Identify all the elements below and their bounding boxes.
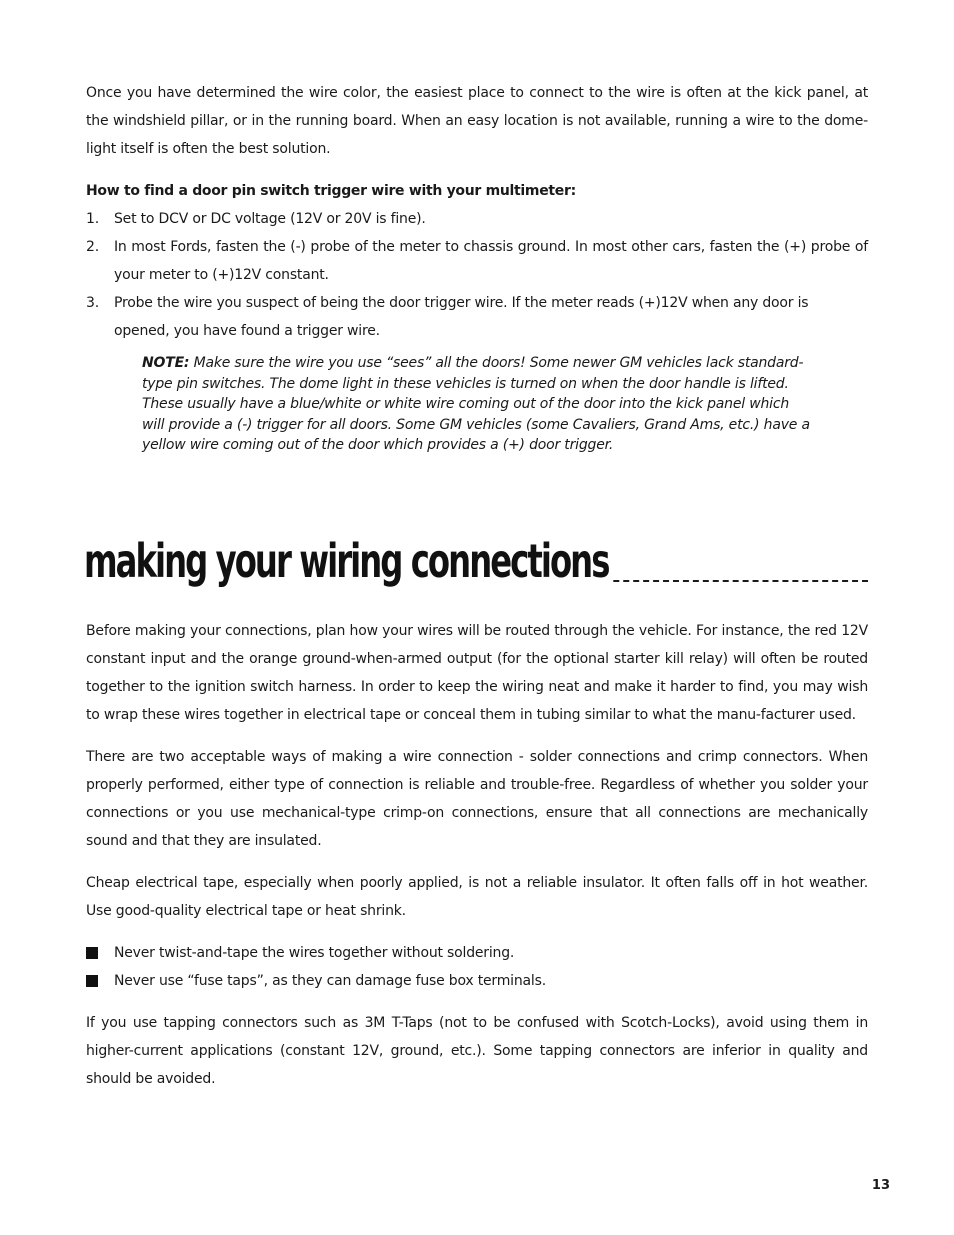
section-title-rule: [84, 522, 868, 588]
square-bullet-icon: [86, 947, 98, 959]
step-number: 1.: [86, 211, 99, 227]
note-block: [142, 353, 814, 456]
closing-paragraph: If you use tapping connectors such as 3M T-Taps (not to be confused with Scotch-Locks), avoid using them in higher-current applications (constant 12V, ground, etc.). Some tapping connectors are inferior in quality and should be avoided.: [86, 1014, 868, 1087]
howto-steps-list: [86, 205, 868, 345]
howto-heading: How to find a door pin switch trigger wire with your multimeter:: [86, 183, 576, 199]
page-number: 13: [871, 1178, 890, 1193]
step-item: [86, 205, 868, 233]
note-label: NOTE:: [142, 355, 190, 371]
step-item: [86, 233, 868, 289]
note-text: Make sure the wire you use “sees” all the doors! Some newer GM vehicles lack standard-type pin switches. The dome light in these vehicles is turned on when the door handle is lifted. These usually have a blue/white or white wire coming out of the door into the kick panel which will provide a (-) trigger for all doors. Some GM vehicles (some Cavaliers, Grand Ams, etc.) have a yellow wire coming out of the door which provides a (+) door trigger.: [142, 355, 810, 453]
intro-paragraph: Once you have determined the wire color, the easiest place to connect to the wire is often at the kick panel, at the windshield pillar, or in the running board. When an easy location is not available, running a wire to the dome-light itself is often the best solution.: [86, 85, 868, 157]
section-title: making your wiring connections: [84, 538, 613, 584]
bullet-text: Never twist-and-tape the wires together without soldering.: [114, 944, 515, 961]
step-text: Set to DCV or DC voltage (12V or 20V is fine).: [114, 211, 426, 227]
bullet-item: [86, 967, 868, 995]
section-paragraph: Before making your connections, plan how your wires will be routed through the vehicle. For instance, the red 12V constant input and the orange ground-when-armed output (for the optional starter kill relay) will often be routed together to the ignition switch harness. In order to keep the wiring neat and make it harder to find, you may wish to wrap these wires together in electrical tape or conceal them in tubing similar to what the manu-facturer used.: [86, 622, 868, 723]
bullet-text: Never use “fuse taps”, as they can damage fuse box terminals.: [114, 972, 546, 989]
bullet-item: [86, 939, 868, 967]
section-paragraph: Cheap electrical tape, especially when poorly applied, is not a reliable insulator. It often falls off in hot weather. Use good-quality electrical tape or heat shrink.: [86, 874, 868, 919]
warning-bullets: [86, 939, 868, 995]
section-paragraph: There are two acceptable ways of making a wire connection - solder connections and crimp connectors. When properly performed, either type of connection is reliable and trouble-free. Regardless of whether you solder your connections or you use mechanical-type crimp-on connections, ensure that all connections are mechanically sound and that they are insulated.: [86, 748, 868, 849]
page-content: [86, 79, 868, 1093]
step-text: In most Fords, fasten the (-) probe of the meter to chassis ground. In most other cars, fasten the (+) probe of your meter to (+)12V constant.: [114, 239, 868, 283]
step-text: Probe the wire you suspect of being the door trigger wire. If the meter reads (+)12V when any door is opened, you have found a trigger wire.: [114, 295, 809, 339]
step-item: [86, 289, 814, 345]
square-bullet-icon: [86, 975, 98, 987]
step-number: 3.: [86, 295, 99, 311]
step-number: 2.: [86, 239, 99, 255]
